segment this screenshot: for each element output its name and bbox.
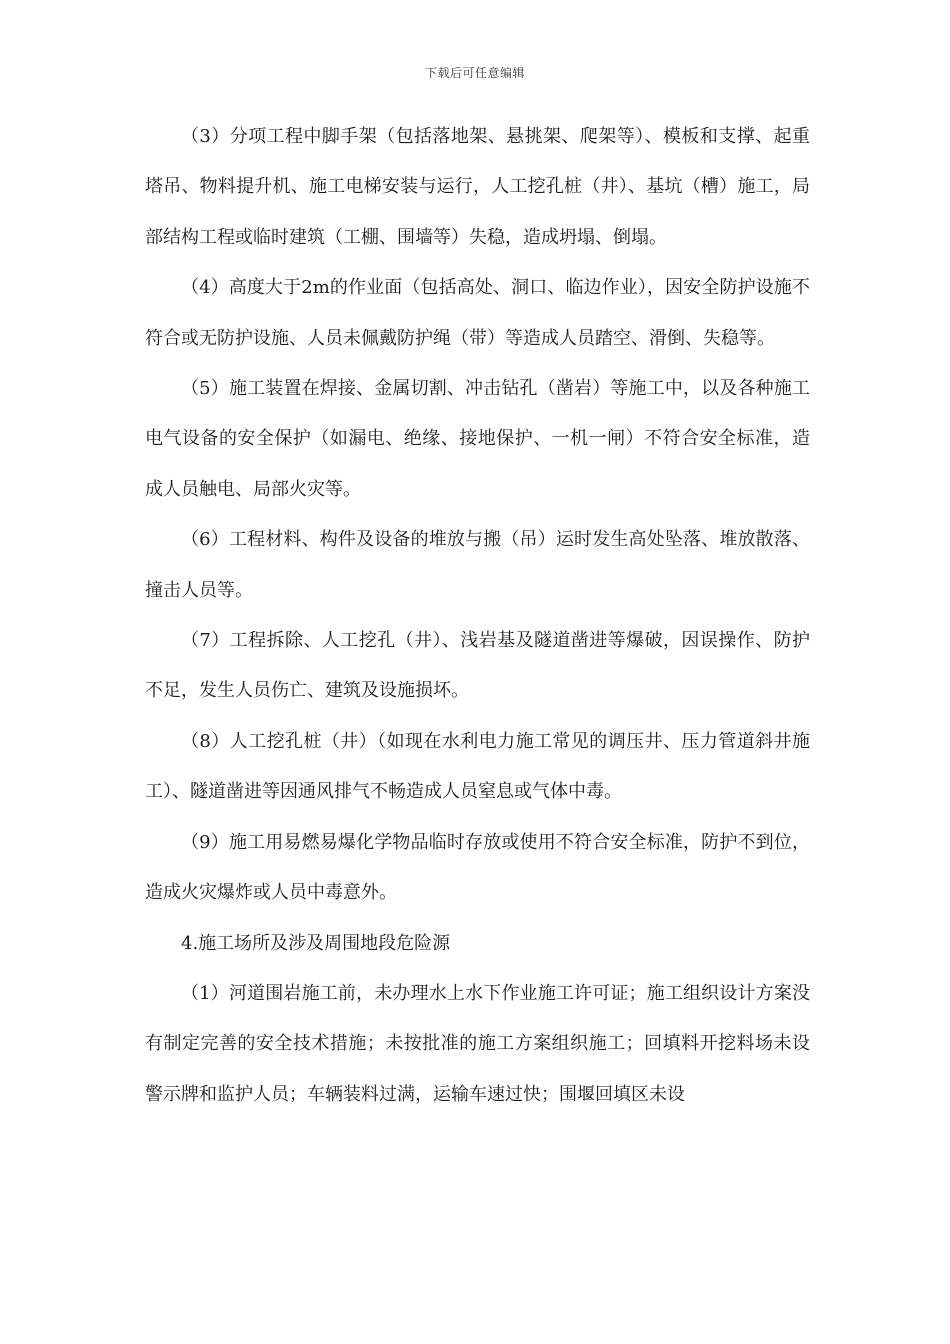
paragraph-item-1: （1）河道围岩施工前，未办理水上水下作业施工许可证；施工组织设计方案没有制定完善的安全技术措施；未按批准的施工方案组织施工；回填料开挖料场未设警示牌和监护人员；车辆装料过满，运输车速过快；围堰回填区未设 — [145, 982, 810, 1105]
paragraph-item-5: （5）施工装置在焊接、金属切割、冲击钻孔（凿岩）等施工中，以及各种施工电气设备的安全保护（如漏电、绝缘、接地保护、一机一闸）不符合安全标准，造成人员触电、局部火灾等。 — [145, 378, 810, 500]
paragraph-item-8: （8）人工挖孔桩（井）（如现在水利电力施工常见的调压井、压力管道斜井施工）、隧道凿进等因通风排气不畅造成人员窒息或气体中毒。 — [145, 730, 810, 803]
document-body — [145, 112, 810, 1120]
paragraph-item-6: （6）工程材料、构件及设备的堆放与搬（吊）运时发生高处坠落、堆放散落、撞击人员等。 — [145, 529, 810, 601]
section-heading: 4.施工场所及涉及周围地段危险源 — [181, 932, 451, 954]
paragraph-item-7: （7）工程拆除、人工挖孔（井）、浅岩基及隧道凿进等爆破，因误操作、防护不足，发生人员伤亡、建筑及设施损坏。 — [145, 630, 810, 702]
page-header-note: 下载后可任意编辑 — [424, 66, 525, 80]
paragraph-item-4: （4）高度大于2m的作业面（包括高处、洞口、临边作业），因安全防护设施不符合或无防护设施、人员未佩戴防护绳（带）等造成人员踏空、滑倒、失稳等。 — [145, 277, 810, 349]
paragraph-item-3: （3）分项工程中脚手架（包括落地架、悬挑架、爬架等）、模板和支撑、起重塔吊、物料提升机、施工电梯安装与运行，人工挖孔桩（井）、基坑（槽）施工，局部结构工程或临时建筑（工棚、围墙等）失稳，造成坍塌、倒塌。 — [145, 126, 810, 248]
paragraph-item-9: （9）施工用易燃易爆化学物品临时存放或使用不符合安全标准，防护不到位，造成火灾爆炸或人员中毒意外。 — [145, 831, 810, 904]
